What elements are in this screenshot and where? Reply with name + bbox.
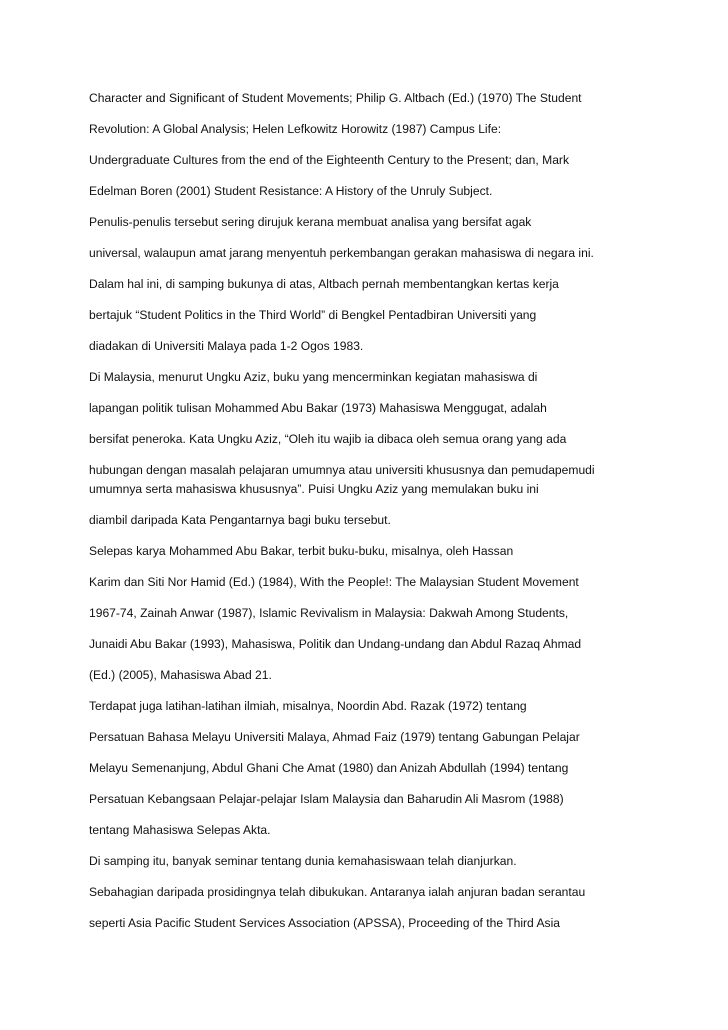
text-line: Penulis-penulis tersebut sering dirujuk kerana membuat analisa yang bersifat agak bbox=[89, 215, 532, 229]
text-line: seperti Asia Pacific Student Services Association (APSSA), Proceeding of the Third Asia bbox=[89, 916, 560, 930]
text-line: Dalam hal ini, di samping bukunya di atas, Altbach pernah membentangkan kertas kerja bbox=[89, 277, 559, 291]
text-line: Sebahagian daripada prosidingnya telah dibukukan. Antaranya ialah anjuran badan serantau bbox=[89, 885, 586, 899]
text-line: bertajuk “Student Politics in the Third World” di Bengkel Pentadbiran Universiti yang bbox=[89, 308, 537, 322]
text-line: (Ed.) (2005), Mahasiswa Abad 21. bbox=[89, 668, 272, 682]
text-line: Edelman Boren (2001) Student Resistance: A History of the Unruly Subject. bbox=[89, 184, 493, 198]
text-line: Junaidi Abu Bakar (1993), Mahasiswa, Politik dan Undang-undang dan Abdul Razaq Ahmad bbox=[89, 637, 582, 651]
text-line: Persatuan Kebangsaan Pelajar-pelajar Islam Malaysia dan Baharudin Ali Masrom (1988) bbox=[89, 792, 564, 806]
text-line: 1967-74, Zainah Anwar (1987), Islamic Revivalism in Malaysia: Dakwah Among Students, bbox=[89, 606, 569, 620]
text-line: Di Malaysia, menurut Ungku Aziz, buku yang mencerminkan kegiatan mahasiswa di bbox=[89, 370, 538, 384]
text-line: Character and Significant of Student Movements; Philip G. Altbach (Ed.) (1970) The Student bbox=[89, 91, 582, 105]
text-line: Karim dan Siti Nor Hamid (Ed.) (1984), With the People!: The Malaysian Student Movement bbox=[89, 575, 579, 589]
text-line: tentang Mahasiswa Selepas Akta. bbox=[89, 823, 271, 837]
text-line: diadakan di Universiti Malaya pada 1-2 Ogos 1983. bbox=[89, 339, 364, 353]
text-line: lapangan politik tulisan Mohammed Abu Bakar (1973) Mahasiswa Menggugat, adalah bbox=[89, 401, 547, 415]
text-line: hubungan dengan masalah pelajaran umumnya atau universiti khususnya dan pemudapemudi bbox=[89, 463, 595, 477]
text-line: umumnya serta mahasiswa khususnya”. Puisi Ungku Aziz yang memulakan buku ini bbox=[89, 482, 539, 496]
text-line: Undergraduate Cultures from the end of the Eighteenth Century to the Present; dan, Mark bbox=[89, 153, 569, 167]
text-line: Melayu Semenanjung, Abdul Ghani Che Amat (1980) dan Anizah Abdullah (1994) tentang bbox=[89, 761, 569, 775]
text-line: Selepas karya Mohammed Abu Bakar, terbit buku-buku, misalnya, oleh Hassan bbox=[89, 544, 514, 558]
text-line: universal, walaupun amat jarang menyentuh perkembangan gerakan mahasiswa di negara ini. bbox=[89, 246, 594, 260]
text-line: Di samping itu, banyak seminar tentang dunia kemahasiswaan telah dianjurkan. bbox=[89, 854, 517, 868]
text-line: Persatuan Bahasa Melayu Universiti Malaya, Ahmad Faiz (1979) tentang Gabungan Pelajar bbox=[89, 730, 580, 744]
text-line: diambil daripada Kata Pengantarnya bagi buku tersebut. bbox=[89, 513, 391, 527]
text-line: bersifat peneroka. Kata Ungku Aziz, “Oleh itu wajib ia dibaca oleh semua orang yang ada bbox=[89, 432, 567, 446]
text-line: Revolution: A Global Analysis; Helen Lefkowitz Horowitz (1987) Campus Life: bbox=[89, 122, 502, 136]
text-line: Terdapat juga latihan-latihan ilmiah, misalnya, Noordin Abd. Razak (1972) tentang bbox=[89, 699, 527, 713]
